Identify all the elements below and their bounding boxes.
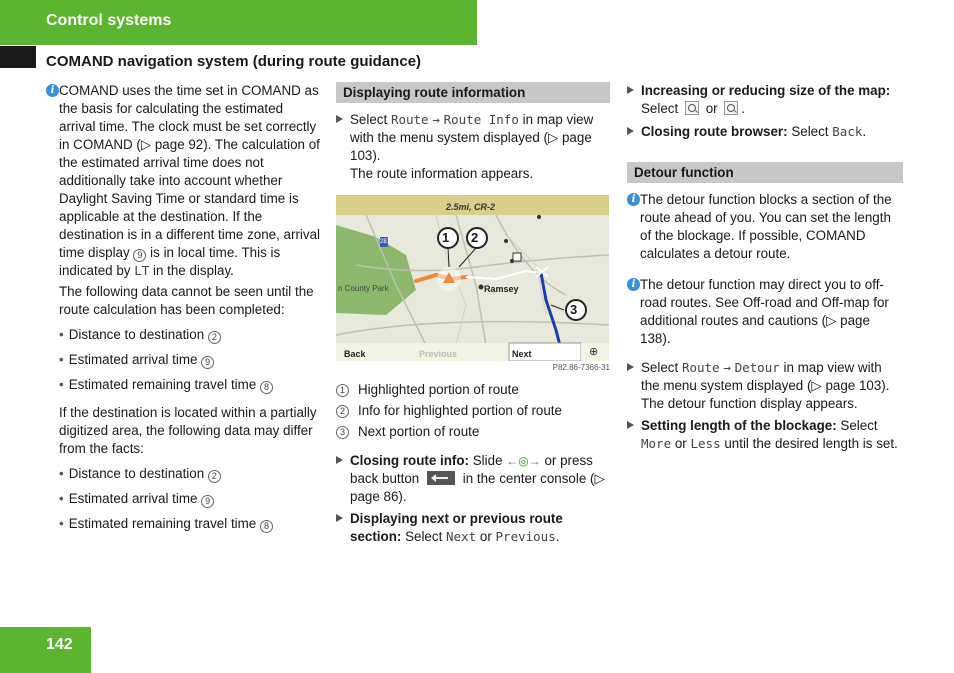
legend-text: Info for highlighted portion of route <box>358 403 562 418</box>
info-icon: i <box>46 84 59 97</box>
instruction-step: Select Route → Route Info in map view with the menu system displayed (▷ page 103). The route information appears. <box>336 111 610 183</box>
bullet-dot: • <box>59 352 64 367</box>
section-title: COMAND navigation system (during route guidance) <box>46 53 422 70</box>
bullet-dot: • <box>59 327 64 342</box>
list-item <box>46 376 321 394</box>
right-arrow-icon: → <box>432 112 440 127</box>
list-item <box>46 515 321 533</box>
list-item <box>46 465 321 483</box>
instruction-step: Increasing or reducing size of the map: Select or . <box>627 82 903 118</box>
info-note: i The detour function blocks a section of the route ahead of you. You can set the length of the blockage. If possible, COMAND calculates a detour route. <box>627 191 903 263</box>
bullet-list <box>46 465 321 533</box>
bullet-dot: • <box>59 466 64 481</box>
subsection-heading: Detour function <box>627 162 903 183</box>
subsection-heading: Displaying route information <box>336 82 610 103</box>
step-arrow-icon <box>336 514 343 522</box>
zoom-out-icon <box>724 101 738 115</box>
callout-1: 1 <box>442 230 450 245</box>
bullet-dot: • <box>59 377 64 392</box>
lt-indicator: LT <box>134 263 150 278</box>
page-number: 142 <box>46 636 73 653</box>
instruction-step: Select Route → Detour in map view with the menu system displayed (▷ page 103). The detour function display appears. <box>627 359 903 413</box>
instruction-step: Displaying next or previous route section: Select Next or Previous. <box>336 510 610 546</box>
route-info-map <box>336 195 609 361</box>
callout-3: 3 <box>570 302 578 317</box>
list-item-text: Estimated arrival time <box>68 491 198 506</box>
info-note: i The detour function may direct you to off-road routes. See Off-road and Off-map for additional routes and cautions (▷ page 138). <box>627 276 903 348</box>
back-softkey[interactable]: Back <box>344 349 366 359</box>
info-icon: i <box>627 278 640 291</box>
column-3 <box>627 82 903 453</box>
list-item-text: Estimated remaining travel time <box>68 516 257 531</box>
section-marker <box>0 46 36 68</box>
distance-road-label: 2.5mi, CR-2 <box>446 202 496 212</box>
list-item <box>46 326 321 344</box>
list-item-text: Estimated remaining travel time <box>68 377 257 392</box>
bullet-dot: • <box>59 516 64 531</box>
map-graphic <box>336 195 609 361</box>
back-button-icon <box>427 471 455 485</box>
callout-number: 9 <box>201 495 214 508</box>
step-arrow-icon <box>336 456 343 464</box>
step-arrow-icon <box>627 363 634 371</box>
info-icon: i <box>627 193 640 206</box>
instruction-step: Closing route info: Slide ←◎→ or press back button in the center console (▷ page 86). <box>336 452 610 506</box>
chapter-title: Control systems <box>46 12 172 29</box>
step-arrow-icon <box>627 421 634 429</box>
callout-number: 3 <box>336 426 349 439</box>
figure-code: P82.86-7366-31 <box>552 363 610 372</box>
town-label: Ramsey <box>484 284 519 294</box>
list-item-text: Distance to destination <box>68 327 205 342</box>
previous-softkey[interactable]: Previous <box>419 349 458 359</box>
step-arrow-icon <box>627 86 634 94</box>
bullet-list <box>46 326 321 394</box>
info-note: i COMAND uses the time set in COMAND as the basis for calculating the estimated arrival time. The clock must be set correctly in COMAND (▷ page 92). The calculation of the estimated arrival time does not additionally take into account whether Daylight Saving Time or standard time is applicable at the destination. If the destination is in a different time zone, arrival time display 9 is in local time. This is indicated by LT in the display. <box>46 82 321 280</box>
step-result: The route information appears. <box>350 166 534 181</box>
paragraph: If the destination is located within a partially digitized area, the following data may differ from the facts: <box>59 405 317 456</box>
legend-item <box>336 402 610 420</box>
zoom-in-icon <box>685 101 699 115</box>
callout-number: 2 <box>208 331 221 344</box>
callout-number: 9 <box>201 356 214 369</box>
list-item-text: Estimated arrival time <box>68 352 198 367</box>
park-label: n County Park <box>338 284 389 293</box>
column-1 <box>46 82 321 533</box>
zoom-icon[interactable]: ⊕ <box>589 346 599 358</box>
step-arrow-icon <box>336 115 343 123</box>
instruction-step: Closing route browser: Select Back. <box>627 123 903 141</box>
step-arrow-icon <box>627 127 634 135</box>
callout-number: 8 <box>260 520 273 533</box>
slide-left-controller-icon: ←◎→ <box>506 454 541 468</box>
column-2 <box>336 82 610 546</box>
list-item-text: Distance to destination <box>68 466 205 481</box>
paragraph: The following data cannot be seen until the route calculation has been completed: <box>59 284 314 317</box>
legend-text: Next portion of route <box>358 424 480 439</box>
right-arrow-icon: → <box>723 360 731 375</box>
list-item <box>46 490 321 508</box>
figure-legend <box>336 381 610 441</box>
road-sign: 287 <box>380 239 391 245</box>
callout-number: 2 <box>208 470 221 483</box>
legend-item <box>336 423 610 441</box>
list-item <box>46 351 321 369</box>
bullet-dot: • <box>59 491 64 506</box>
callout-number: 8 <box>260 381 273 394</box>
legend-item <box>336 381 610 399</box>
step-result: The detour function display appears. <box>641 396 858 411</box>
instruction-step: Setting length of the blockage: Select More or Less until the desired length is set. <box>627 417 903 453</box>
callout-number: 9 <box>133 249 146 262</box>
legend-text: Highlighted portion of route <box>358 382 519 397</box>
callout-number: 1 <box>336 384 349 397</box>
callout-number: 2 <box>336 405 349 418</box>
callout-2: 2 <box>471 230 479 245</box>
next-softkey[interactable]: Next <box>512 349 532 359</box>
